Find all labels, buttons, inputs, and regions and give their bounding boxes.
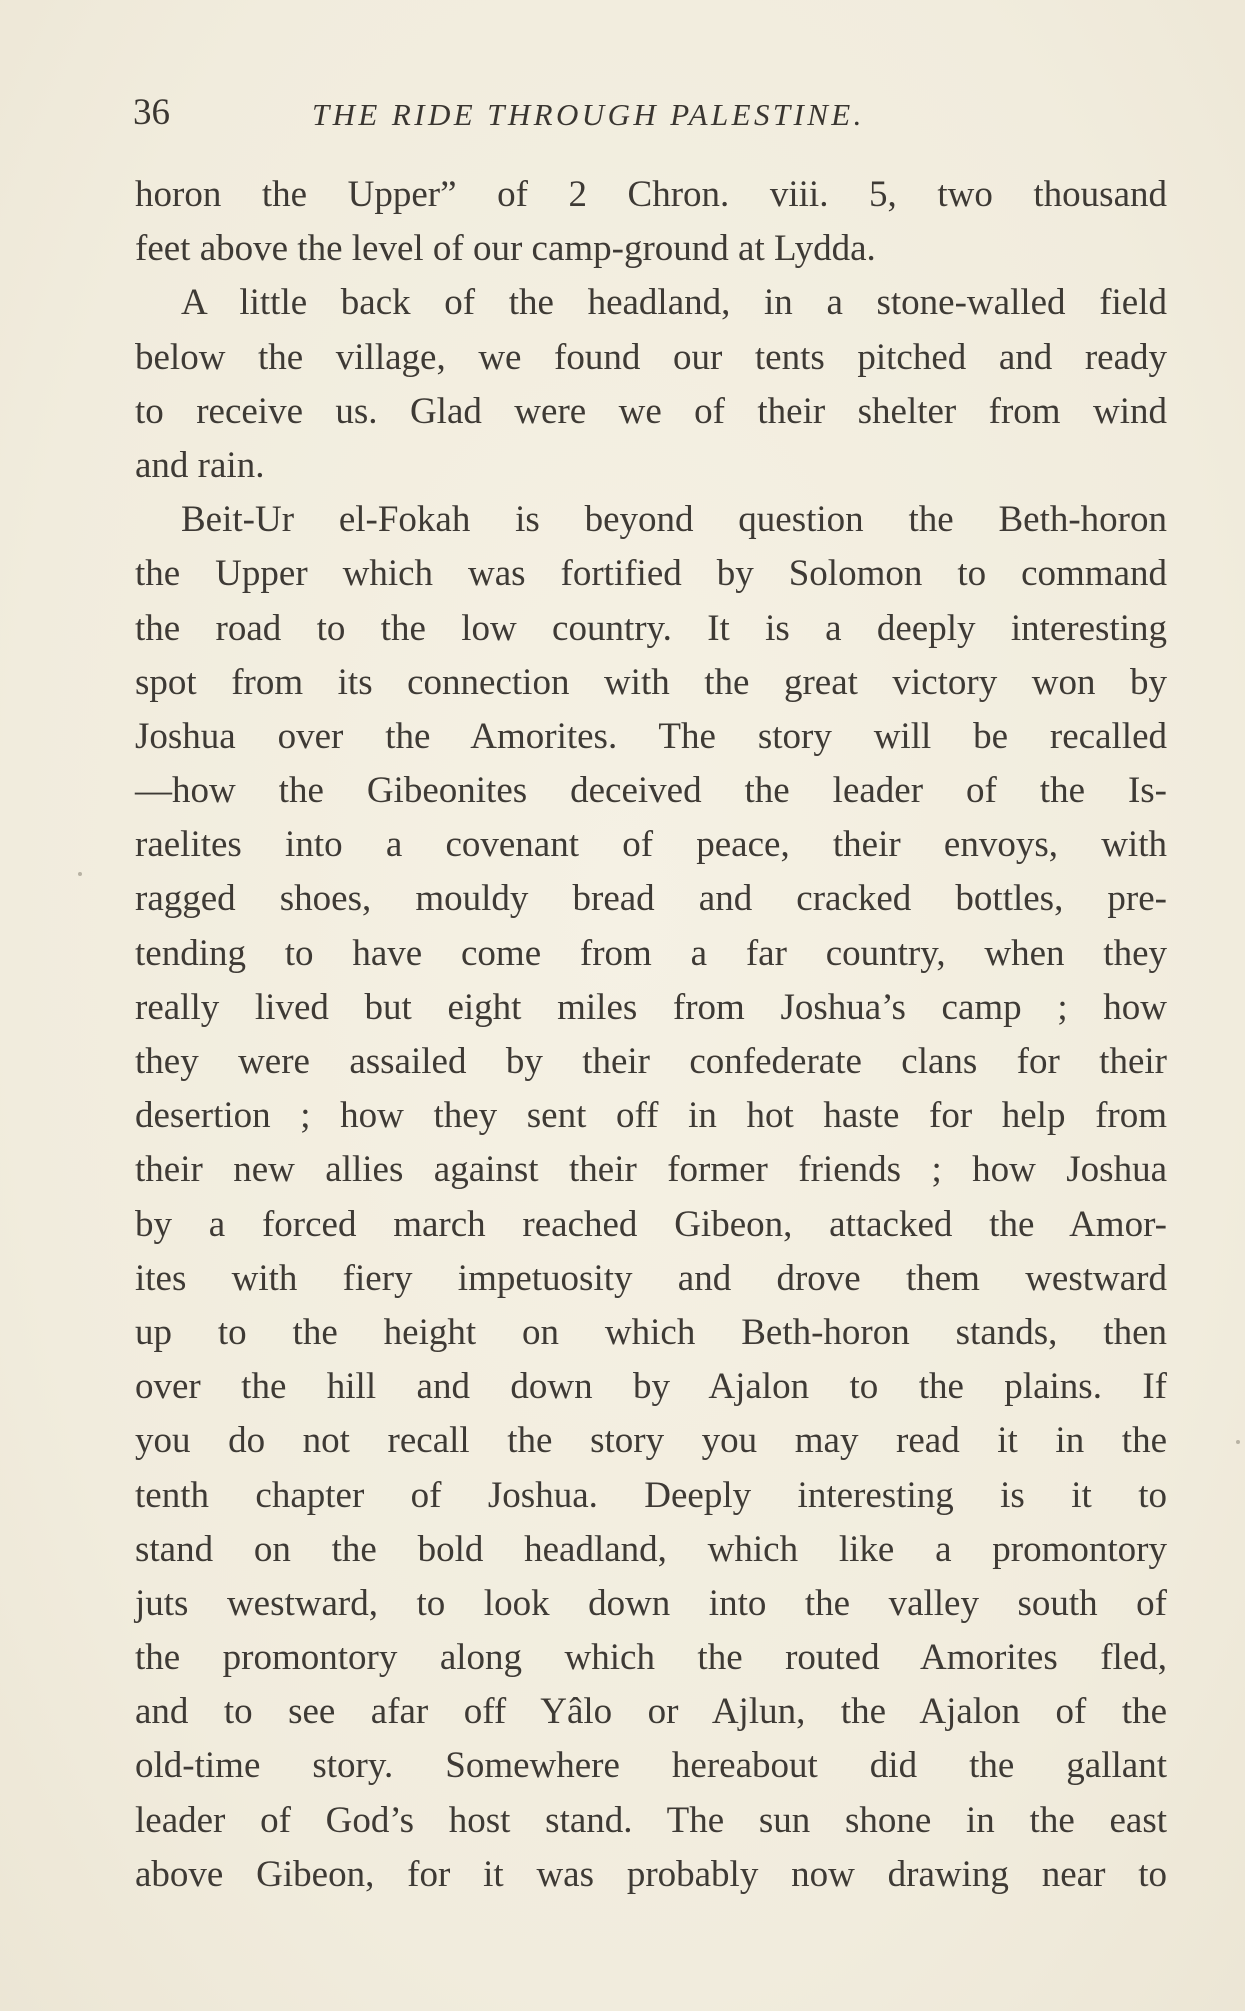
text-line: the Upper which was fortified by Solomon to command <box>135 553 1167 595</box>
text-line: spot from its connection with the great victory won by <box>135 661 1167 703</box>
text-line: ragged shoes, mouldy bread and cracked bottles, pre- <box>135 878 1167 920</box>
text-line: the road to the low country. It is a deeply interesting <box>135 607 1167 649</box>
text-line: and to see afar off Yâlo or Ajlun, the Ajalon of the <box>135 1691 1167 1733</box>
text-line: you do not recall the story you may read it in the <box>135 1420 1167 1462</box>
text-line: ites with fiery impetuosity and drove them westward <box>135 1257 1167 1299</box>
text-line: desertion ; how they sent off in hot haste for help from <box>135 1095 1167 1137</box>
text-line: Beit-Ur el-Fokah is beyond question the Beth-horon <box>181 499 1167 541</box>
body-text <box>135 168 1167 1902</box>
text-line: leader of God’s host stand. The sun shone in the east <box>135 1799 1167 1841</box>
text-line: A little back of the headland, in a stone-walled field <box>181 282 1167 324</box>
text-line: to receive us. Glad were we of their shelter from wind <box>135 390 1167 432</box>
text-line: really lived but eight miles from Joshua’s camp ; how <box>135 986 1167 1028</box>
page-header <box>133 88 1173 138</box>
text-line: above Gibeon, for it was probably now drawing near to <box>135 1853 1167 1895</box>
paper-speck <box>1236 1440 1240 1444</box>
text-line: up to the height on which Beth-horon stands, then <box>135 1311 1167 1353</box>
text-line: Joshua over the Amorites. The story will be recalled <box>135 715 1167 757</box>
text-line: by a forced march reached Gibeon, attacked the Amor- <box>135 1203 1167 1245</box>
text-line: they were assailed by their confederate clans for their <box>135 1041 1167 1082</box>
text-line: over the hill and down by Ajalon to the plains. If <box>135 1366 1167 1408</box>
text-line: juts westward, to look down into the valley south of <box>135 1582 1167 1624</box>
text-line: stand on the bold headland, which like a promontory <box>135 1528 1167 1570</box>
text-line: the promontory along which the routed Amorites fled, <box>135 1637 1167 1679</box>
text-line: below the village, we found our tents pitched and ready <box>135 336 1167 378</box>
text-line: tending to have come from a far country, when they <box>135 932 1167 974</box>
running-title: THE RIDE THROUGH PALESTINE. <box>312 97 865 132</box>
page-number: 36 <box>133 92 170 133</box>
text-line: raelites into a covenant of peace, their envoys, with <box>135 824 1167 866</box>
text-line: and rain. <box>135 444 265 486</box>
text-line: their new allies against their former friends ; how Joshua <box>135 1149 1167 1191</box>
text-line: old-time story. Somewhere hereabout did the gallant <box>135 1745 1167 1787</box>
text-line: tenth chapter of Joshua. Deeply interesting is it to <box>135 1474 1167 1516</box>
text-line: feet above the level of our camp-ground at Lydda. <box>135 228 876 270</box>
paper-speck <box>78 872 82 876</box>
text-line: horon the Upper” of 2 Chron. viii. 5, two thousand <box>135 174 1167 215</box>
text-line: —how the Gibeonites deceived the leader of the Is- <box>135 770 1167 812</box>
